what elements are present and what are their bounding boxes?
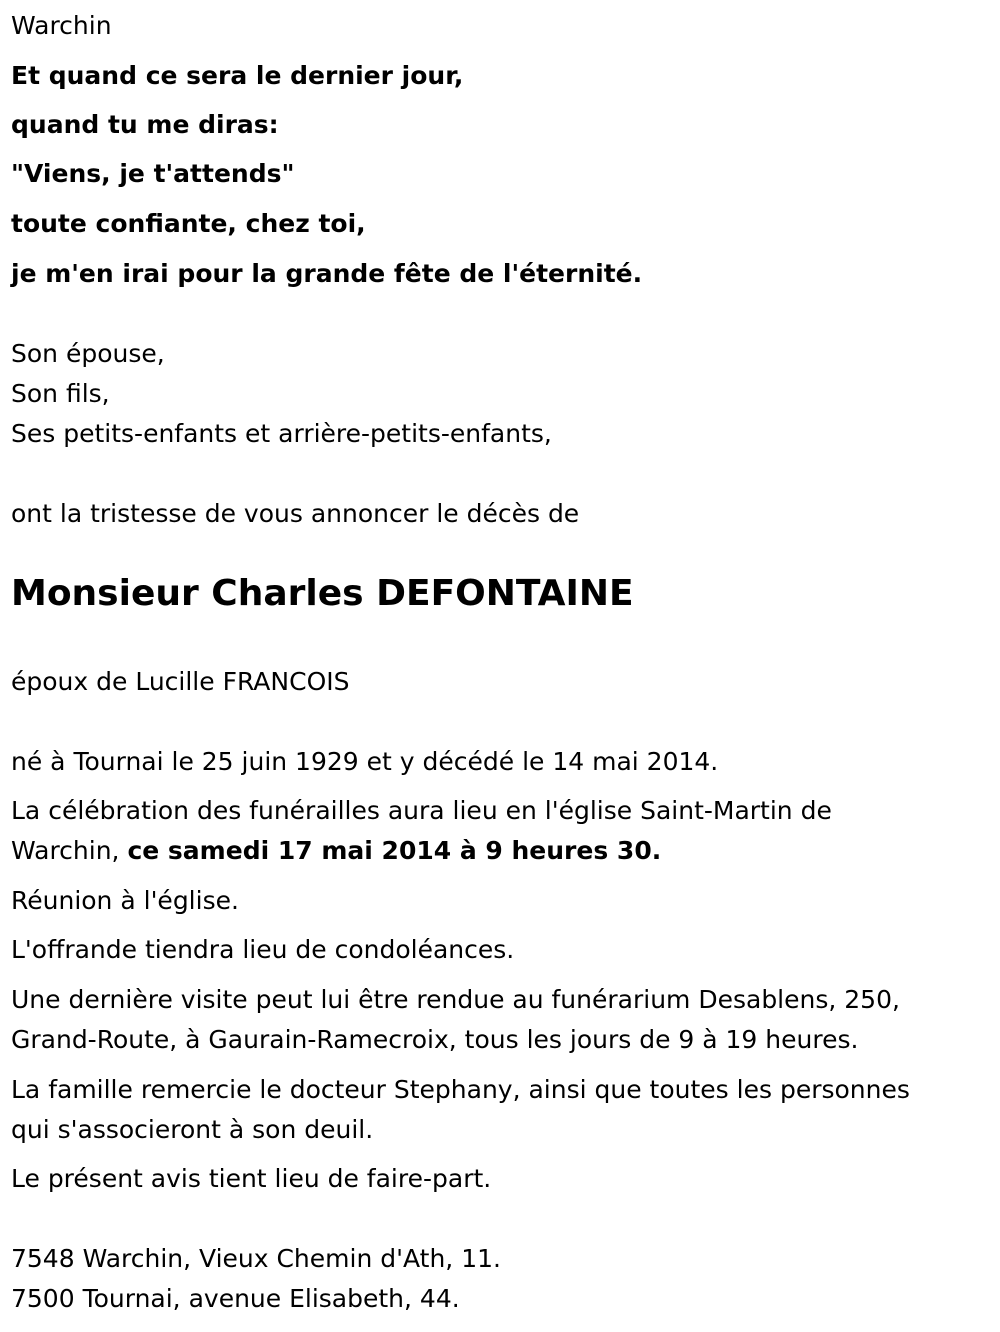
visit-line: Grand-Route, à Gaurain-Ramecroix, tous les jours de 9 à 19 heures. xyxy=(11,1025,859,1054)
family-line: Son épouse, xyxy=(11,339,165,368)
thanks-line: La famille remercie le docteur Stephany, ainsi que toutes les personnes xyxy=(11,1075,910,1104)
announcement-text: ont la tristesse de vous annoncer le décès de xyxy=(11,499,580,528)
ceremony-line xyxy=(11,831,661,871)
ceremony-location-text: Warchin, xyxy=(11,836,128,865)
ceremony-datetime: ce samedi 17 mai 2014 à 9 heures 30. xyxy=(127,836,662,865)
meeting-line: Réunion à l'église. xyxy=(11,886,239,915)
visit-line: Une dernière visite peut lui être rendue au funérarium Desablens, 250, xyxy=(11,985,900,1014)
location-header: Warchin xyxy=(11,11,112,40)
address-line: 7548 Warchin, Vieux Chemin d'Ath, 11. xyxy=(11,1244,501,1273)
family-line: Ses petits-enfants et arrière-petits-enfants, xyxy=(11,419,552,448)
deceased-name: Monsieur Charles DEFONTAINE xyxy=(11,573,634,614)
poem-line: "Viens, je t'attends" xyxy=(11,159,295,188)
thanks-line: qui s'associeront à son deuil. xyxy=(11,1115,374,1144)
notice-line: Le présent avis tient lieu de faire-part. xyxy=(11,1164,492,1193)
ceremony-line: La célébration des funérailles aura lieu en l'église Saint-Martin de xyxy=(11,796,832,825)
poem-line: Et quand ce sera le dernier jour, xyxy=(11,61,464,90)
poem-line: quand tu me diras: xyxy=(11,110,279,139)
poem-line: je m'en irai pour la grande fête de l'éternité. xyxy=(11,259,643,288)
spouse-line: époux de Lucille FRANCOIS xyxy=(11,667,350,696)
poem-line: toute confiante, chez toi, xyxy=(11,209,366,238)
birth-death-line: né à Tournai le 25 juin 1929 et y décédé le 14 mai 2014. xyxy=(11,747,719,776)
offering-line: L'offrande tiendra lieu de condoléances. xyxy=(11,935,515,964)
address-line: 7500 Tournai, avenue Elisabeth, 44. xyxy=(11,1284,460,1313)
family-line: Son fils, xyxy=(11,379,110,408)
